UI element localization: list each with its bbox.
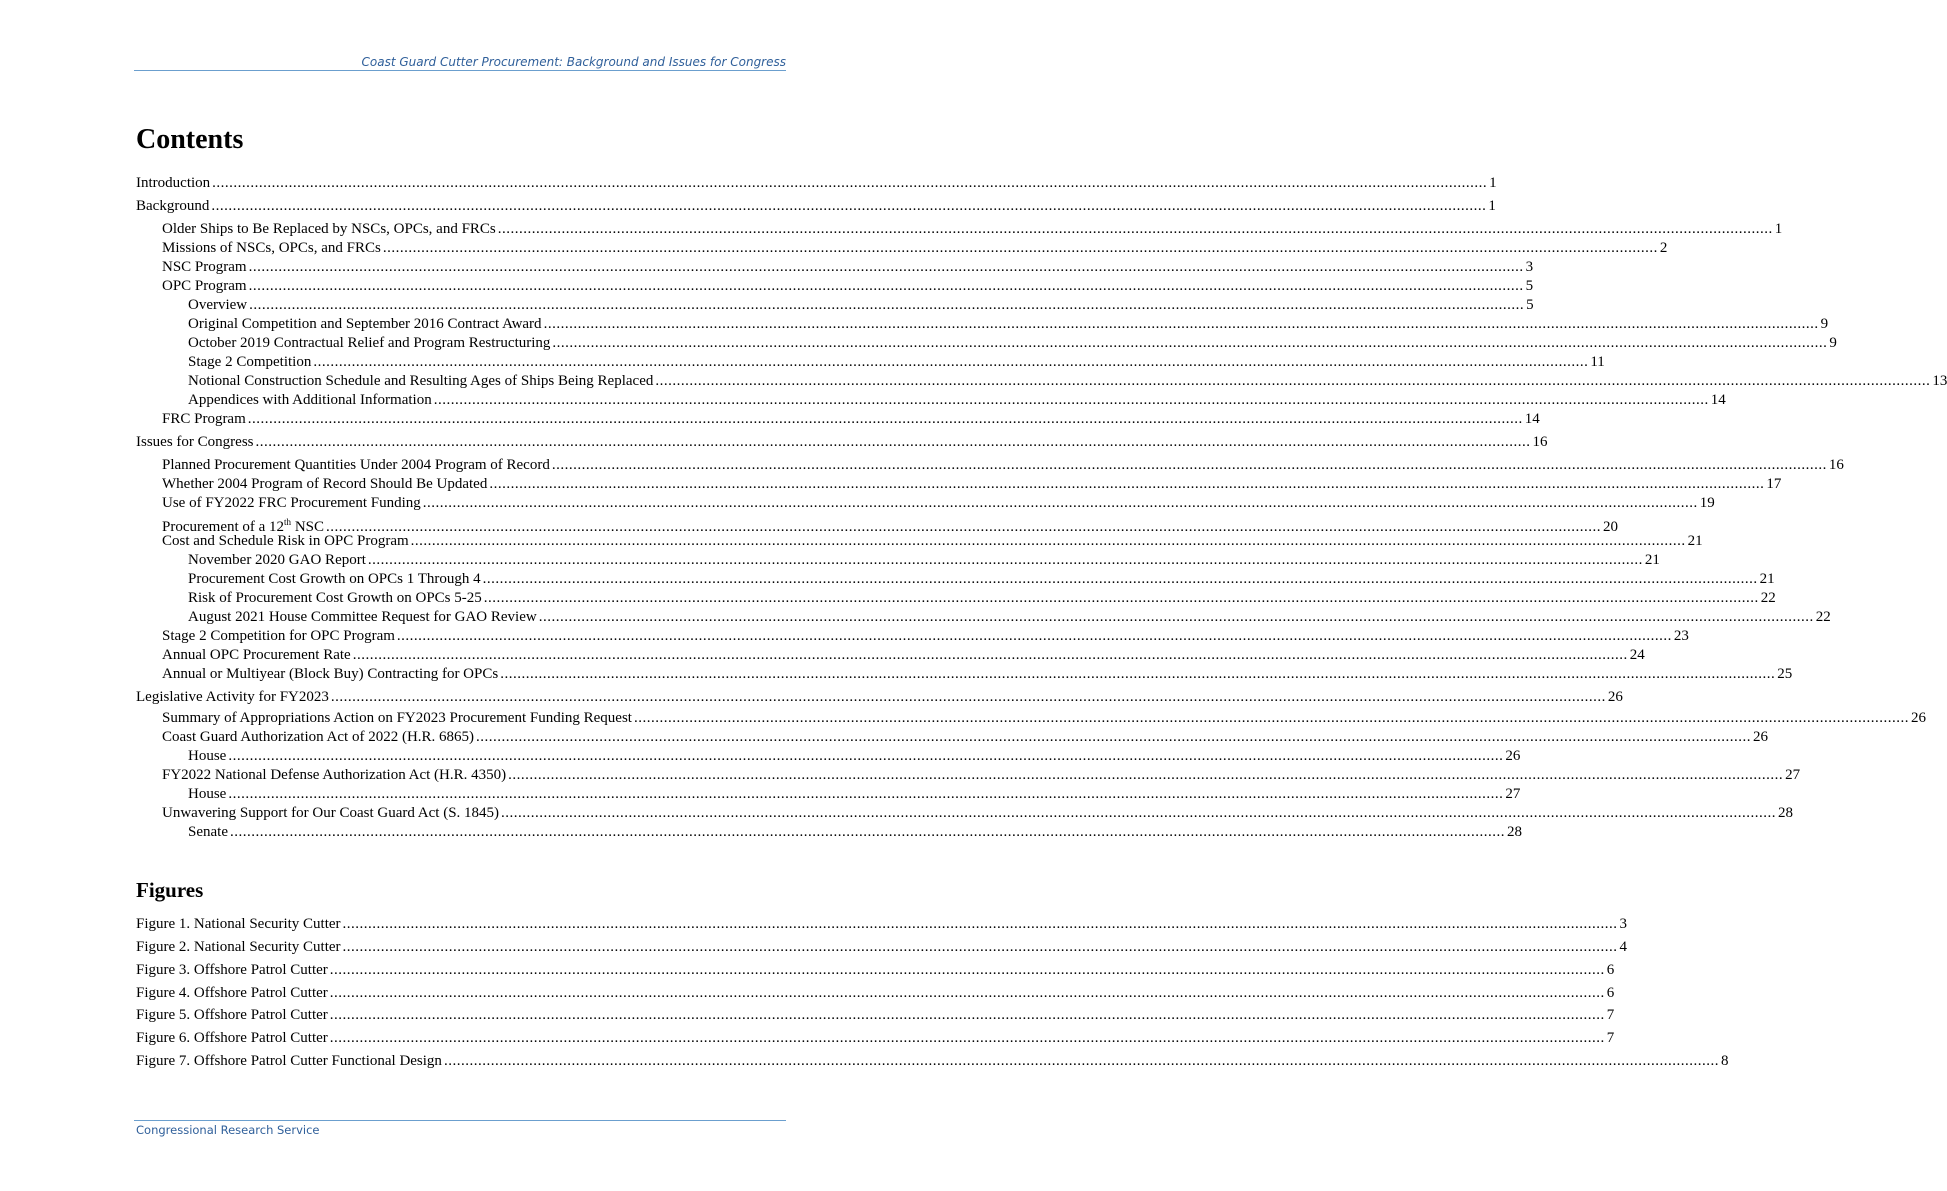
entry-title — [136, 915, 341, 934]
entry-title — [162, 766, 506, 785]
entry-page-number: 2 — [1659, 240, 1668, 256]
figure-list-entry[interactable] — [136, 1029, 1615, 1048]
entry-title-text: Coast Guard Authorization Act of 2022 (H.R. 6865) — [162, 729, 475, 745]
entry-title-text: House — [188, 748, 227, 764]
entry-title — [188, 296, 247, 315]
entry-title-text: Original Competition and September 2016 Contract Award — [188, 316, 542, 332]
dot-leader: ............................................................................................................................................................................................................................................................................................................ — [229, 824, 1505, 840]
entry-title-text: Unwavering Support for Our Coast Guard Act (S. 1845) — [162, 805, 500, 821]
entry-title-text: Figure 7. Offshore Patrol Cutter Functional Design — [136, 1053, 442, 1069]
toc-entry[interactable] — [188, 785, 1521, 804]
dot-leader: ............................................................................................................................................................................................................................................................................................................ — [433, 392, 1709, 408]
entry-page-number: 7 — [1606, 1030, 1615, 1046]
dot-leader: ............................................................................................................................................................................................................................................................................................................ — [633, 710, 1909, 726]
entry-page-number: 26 — [1753, 729, 1769, 745]
entry-title — [162, 728, 474, 747]
entry-title — [136, 1006, 328, 1025]
entry-page-number: 27 — [1785, 767, 1801, 783]
entry-title — [136, 688, 329, 707]
entry-title-text: Procurement Cost Growth on OPCs 1 Through 4 — [188, 571, 481, 587]
entry-page-number: 16 — [1532, 434, 1548, 450]
entry-title — [136, 197, 209, 216]
dot-leader: ............................................................................................................................................................................................................................................................................................................ — [249, 297, 1525, 313]
toc-entry[interactable] — [188, 823, 1522, 842]
entry-title — [162, 258, 247, 277]
entry-title — [188, 353, 311, 372]
entry-title-text: November 2020 GAO Report — [188, 552, 366, 568]
toc-entry[interactable] — [162, 646, 1645, 665]
toc-entry[interactable] — [188, 315, 1829, 334]
dot-leader: ............................................................................................................................................................................................................................................................................................................ — [342, 939, 1618, 955]
dot-leader: ............................................................................................................................................................................................................................................................................................................ — [476, 729, 1752, 745]
entry-title-text: Overview — [188, 297, 248, 313]
entry-title — [162, 532, 409, 551]
entry-page-number: 21 — [1644, 552, 1660, 568]
contents-heading: Contents — [136, 124, 244, 155]
toc-entry[interactable] — [188, 747, 1521, 766]
entry-page-number: 1 — [1488, 198, 1496, 214]
entry-title — [162, 665, 498, 684]
entry-title — [162, 804, 499, 823]
entry-page-number: 21 — [1759, 571, 1775, 587]
dot-leader: ............................................................................................................................................................................................................................................................................................................ — [500, 666, 1776, 682]
entry-page-number: 17 — [1766, 476, 1782, 492]
toc-entry[interactable] — [188, 296, 1534, 315]
entry-title — [162, 494, 421, 513]
entry-title — [188, 372, 653, 391]
toc-entry[interactable] — [162, 709, 1926, 728]
entry-page-number: 9 — [1829, 335, 1837, 351]
toc-entry[interactable] — [136, 197, 1496, 216]
entry-page-number: 9 — [1820, 316, 1829, 332]
dot-leader: ............................................................................................................................................................................................................................................................................................................ — [247, 411, 1523, 427]
entry-page-number: 4 — [1619, 939, 1628, 955]
entry-title-text: October 2019 Contractual Relief and Program Restructuring — [188, 335, 551, 351]
entry-title-text: House — [188, 786, 227, 802]
entry-title-text: FY2022 National Defense Authorization Act (H.R. 4350) — [162, 767, 507, 783]
entry-page-number: 3 — [1525, 259, 1534, 275]
dot-leader: ............................................................................................................................................................................................................................................................................................................ — [501, 805, 1777, 821]
entry-page-number: 1 — [1489, 175, 1497, 191]
toc-entry[interactable] — [162, 665, 1793, 684]
entry-page-number: 26 — [1505, 748, 1521, 764]
entry-page-number: 5 — [1525, 278, 1534, 294]
toc-entry[interactable] — [162, 728, 1769, 747]
dot-leader: ............................................................................................................................................................................................................................................................................................................ — [248, 259, 1524, 275]
footer-publisher: Congressional Research Service — [136, 1123, 320, 1137]
dot-leader: ............................................................................................................................................................................................................................................................................................................ — [551, 457, 1827, 473]
dot-leader: ............................................................................................................................................................................................................................................................................................................ — [329, 1007, 1605, 1023]
dot-leader: ............................................................................................................................................................................................................................................................................................................ — [330, 689, 1606, 705]
entry-title — [188, 823, 228, 842]
entry-title-text: Notional Construction Schedule and Resulting Ages of Ships Being Replaced — [188, 373, 654, 389]
entry-title — [136, 961, 328, 980]
entry-page-number: 19 — [1699, 495, 1715, 511]
entry-title-text: Older Ships to Be Replaced by NSCs, OPCs, and FRCs — [162, 221, 496, 237]
entry-title — [162, 220, 496, 239]
toc-entry[interactable] — [188, 353, 1605, 372]
toc-entry[interactable] — [162, 410, 1540, 429]
entry-title-text: August 2021 House Committee Request for GAO Review — [188, 609, 537, 625]
entry-title-text: Annual or Multiyear (Block Buy) Contracting for OPCs — [162, 666, 499, 682]
toc-entry[interactable] — [162, 766, 1801, 785]
entry-title-text: Legislative Activity for FY2023 — [136, 689, 329, 705]
entry-page-number: 22 — [1760, 590, 1776, 606]
entry-title-text: Figure 1. National Security Cutter — [136, 916, 341, 932]
dot-leader: ............................................................................................................................................................................................................................................................................................................ — [543, 316, 1819, 332]
figure-list-entry[interactable] — [136, 938, 1628, 957]
entry-title-text: Procurement of a 12 — [162, 519, 285, 535]
toc-entry[interactable] — [136, 688, 1623, 707]
figure-list-entry[interactable] — [136, 915, 1628, 934]
entry-title — [136, 938, 341, 957]
entry-title-text: Appendices with Additional Information — [188, 392, 432, 408]
entry-page-number: 24 — [1629, 647, 1645, 663]
dot-leader: ............................................................................................................................................................................................................................................................................................................ — [382, 240, 1658, 256]
dot-leader: ............................................................................................................................................................................................................................................................................................................ — [482, 571, 1758, 587]
entry-page-number: 26 — [1607, 689, 1623, 705]
entry-title-text: Figure 3. Offshore Patrol Cutter — [136, 962, 328, 978]
dot-leader: ............................................................................................................................................................................................................................................................................................................ — [329, 1030, 1605, 1046]
entry-title-text: Use of FY2022 FRC Procurement Funding — [162, 495, 421, 511]
entry-title-text: Whether 2004 Program of Record Should Be Updated — [162, 476, 488, 492]
toc-entry[interactable] — [162, 494, 1715, 513]
entry-title — [162, 239, 381, 258]
toc-entry[interactable] — [136, 174, 1497, 193]
entry-title — [136, 1029, 328, 1048]
entry-title-text: Issues for Congress — [136, 434, 254, 450]
entry-title-superscript: th — [284, 517, 292, 527]
entry-title-text: Risk of Procurement Cost Growth on OPCs 5-25 — [188, 590, 482, 606]
dot-leader: ............................................................................................................................................................................................................................................................................................................ — [352, 647, 1628, 663]
entry-title-text: Stage 2 Competition — [188, 354, 312, 370]
entry-page-number: 26 — [1910, 710, 1926, 726]
entry-page-number: 16 — [1828, 457, 1844, 473]
entry-title — [162, 410, 246, 429]
entry-page-number: 5 — [1526, 297, 1534, 313]
entry-title-text: Summary of Appropriations Action on FY2023 Procurement Funding Request — [162, 710, 632, 726]
figure-list-entry[interactable] — [136, 961, 1615, 980]
entry-title — [188, 334, 550, 353]
entry-page-number: 7 — [1606, 1007, 1615, 1023]
toc-entry[interactable] — [188, 589, 1776, 608]
dot-leader: ............................................................................................................................................................................................................................................................................................................ — [255, 434, 1531, 450]
entry-page-number: 3 — [1619, 916, 1628, 932]
toc-entry[interactable] — [162, 627, 1689, 646]
entry-title-text: OPC Program — [162, 278, 247, 294]
figure-list-entry[interactable] — [136, 1006, 1615, 1025]
entry-page-number: 14 — [1524, 411, 1540, 427]
entry-title — [188, 747, 226, 766]
entry-title-text: Figure 6. Offshore Patrol Cutter — [136, 1030, 328, 1046]
entry-page-number: 25 — [1777, 666, 1793, 682]
entry-page-number: 22 — [1815, 609, 1831, 625]
toc-entry[interactable] — [188, 334, 1837, 353]
dot-leader: ............................................................................................................................................................................................................................................................................................................ — [228, 748, 1504, 764]
dot-leader: ............................................................................................................................................................................................................................................................................................................ — [489, 476, 1765, 492]
dot-leader: ............................................................................................................................................................................................................................................................................................................ — [396, 628, 1672, 644]
dot-leader: ............................................................................................................................................................................................................................................................................................................ — [538, 609, 1814, 625]
entry-title — [136, 1052, 442, 1071]
entry-title — [188, 589, 482, 608]
entry-title-text: Figure 4. Offshore Patrol Cutter — [136, 985, 328, 1001]
dot-leader: ............................................................................................................................................................................................................................................................................................................ — [508, 767, 1784, 783]
entry-page-number: 23 — [1673, 628, 1689, 644]
entry-page-number: 1 — [1774, 221, 1783, 237]
entry-page-number: 28 — [1778, 805, 1794, 821]
footer-rule — [134, 1120, 786, 1121]
entry-title — [136, 433, 254, 452]
entry-title — [188, 570, 481, 589]
figures-heading: Figures — [136, 878, 204, 902]
dot-leader: ............................................................................................................................................................................................................................................................................................................ — [212, 175, 1488, 191]
entry-title — [162, 627, 395, 646]
entry-title-text: Senate — [188, 824, 228, 840]
toc-entry[interactable] — [188, 551, 1660, 570]
entry-title-suffix: NSC — [291, 519, 324, 535]
entry-title-text: Cost and Schedule Risk in OPC Program — [162, 533, 409, 549]
entry-title — [188, 551, 366, 570]
toc-entry[interactable] — [188, 372, 1947, 391]
entry-title — [162, 646, 351, 665]
entry-title-text: Missions of NSCs, OPCs, and FRCs — [162, 240, 381, 256]
entry-page-number: 27 — [1505, 786, 1521, 802]
entry-page-number: 21 — [1687, 533, 1703, 549]
entry-title-text: Figure 5. Offshore Patrol Cutter — [136, 1007, 328, 1023]
entry-title — [162, 277, 247, 296]
dot-leader: ............................................................................................................................................................................................................................................................................................................ — [329, 985, 1605, 1001]
dot-leader: ............................................................................................................................................................................................................................................................................................................ — [422, 495, 1698, 511]
entry-title-text: Annual OPC Procurement Rate — [162, 647, 351, 663]
toc-entry[interactable] — [162, 277, 1534, 296]
toc-entry[interactable] — [162, 804, 1794, 823]
entry-title — [136, 174, 210, 193]
entry-page-number: 6 — [1606, 985, 1615, 1001]
figure-list-entry[interactable] — [136, 984, 1615, 1003]
entry-title-text: FRC Program — [162, 411, 246, 427]
entry-title — [188, 785, 226, 804]
entry-title — [162, 475, 487, 494]
entry-title — [162, 456, 550, 475]
entry-page-number: 6 — [1606, 962, 1615, 978]
dot-leader: ............................................................................................................................................................................................................................................................................................................ — [342, 916, 1618, 932]
header-rule — [134, 70, 786, 71]
toc-entry[interactable] — [162, 239, 1668, 258]
entry-page-number: 20 — [1603, 519, 1618, 535]
dot-leader: ............................................................................................................................................................................................................................................................................................................ — [655, 373, 1931, 389]
entry-title — [136, 984, 328, 1003]
entry-title-text: NSC Program — [162, 259, 247, 275]
dot-leader: ............................................................................................................................................................................................................................................................................................................ — [329, 962, 1605, 978]
dot-leader: ............................................................................................................................................................................................................................................................................................................ — [483, 590, 1759, 606]
entry-title-text: Introduction — [136, 175, 211, 191]
dot-leader: ............................................................................................................................................................................................................................................................................................................ — [552, 335, 1828, 351]
toc-entry[interactable] — [188, 391, 1726, 410]
entry-page-number: 8 — [1720, 1053, 1729, 1069]
entry-page-number: 13 — [1932, 373, 1947, 389]
dot-leader: ............................................................................................................................................................................................................................................................................................................ — [211, 198, 1487, 214]
toc-entry[interactable] — [162, 532, 1703, 551]
entry-title-text: Figure 2. National Security Cutter — [136, 939, 341, 955]
figure-list-entry[interactable] — [136, 1052, 1729, 1071]
toc-entry[interactable] — [136, 433, 1548, 452]
dot-leader: ............................................................................................................................................................................................................................................................................................................ — [410, 533, 1686, 549]
entry-title — [188, 608, 537, 627]
entry-title — [188, 315, 542, 334]
dot-leader: ............................................................................................................................................................................................................................................................................................................ — [313, 354, 1589, 370]
entry-title-text: Planned Procurement Quantities Under 2004 Program of Record — [162, 457, 550, 473]
dot-leader: ............................................................................................................................................................................................................................................................................................................ — [228, 786, 1504, 802]
dot-leader: ............................................................................................................................................................................................................................................................................................................ — [326, 519, 1601, 535]
toc-entry[interactable] — [162, 258, 1534, 277]
entry-title-text: Stage 2 Competition for OPC Program — [162, 628, 395, 644]
dot-leader: ............................................................................................................................................................................................................................................................................................................ — [367, 552, 1643, 568]
toc-entry[interactable] — [162, 456, 1844, 475]
toc-entry[interactable] — [162, 475, 1782, 494]
entry-title-text: Background — [136, 198, 210, 214]
dot-leader: ............................................................................................................................................................................................................................................................................................................ — [497, 221, 1773, 237]
entry-page-number: 11 — [1590, 354, 1605, 370]
toc-entry[interactable] — [188, 570, 1775, 589]
running-header: Coast Guard Cutter Procurement: Background and Issues for Congress — [361, 55, 786, 69]
entry-title — [162, 709, 632, 728]
entry-page-number: 28 — [1506, 824, 1522, 840]
toc-entry[interactable] — [188, 608, 1831, 627]
entry-title — [188, 391, 432, 410]
dot-leader: ............................................................................................................................................................................................................................................................................................................ — [248, 278, 1524, 294]
dot-leader: ............................................................................................................................................................................................................................................................................................................ — [443, 1053, 1719, 1069]
toc-entry[interactable] — [162, 513, 1618, 535]
toc-entry[interactable] — [162, 220, 1783, 239]
entry-page-number: 14 — [1710, 392, 1726, 408]
